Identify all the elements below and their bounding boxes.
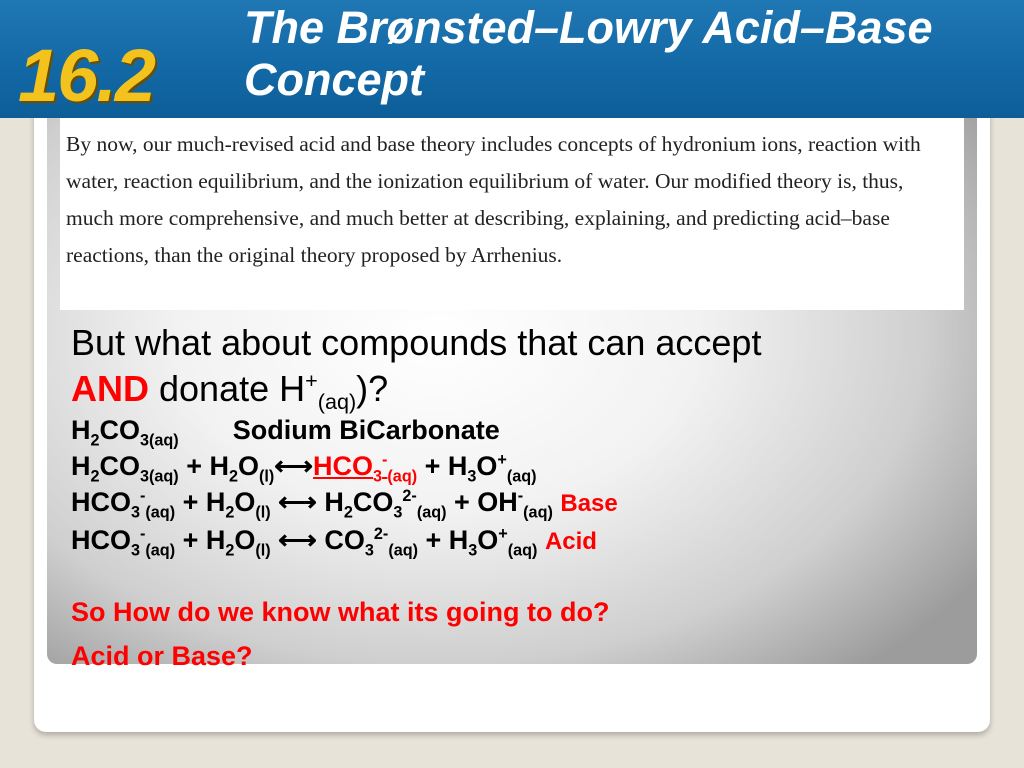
title-banner xyxy=(0,0,1024,118)
question-end: )? xyxy=(356,368,389,409)
question-part2: donate H xyxy=(159,368,306,409)
excerpt-paragraph: By now, our much-revised acid and base theory includes concepts of hydronium ions, reaction with water, reaction equilibrium, and the ionization equilibrium of water. Our modified theory is, thus, much more comprehensive, and much better at describing, explaining, and predicting acid–base reactions, than the original theory proposed by Arrhenius. xyxy=(66,132,921,267)
closing-question xyxy=(71,590,971,678)
closing-line1: So How do we know what its going to do? xyxy=(71,597,610,627)
spacer xyxy=(71,560,971,590)
equation-2: $HCO_3^-_{(aq)} + H_2O_{(l)}$ ⟷ $H_2CO_3^{2-}_{(aq)} + OH^-_{(aq)}$ Base xyxy=(71,487,618,522)
slide-title-line2: Concept xyxy=(244,54,424,105)
question-sub: (aq) xyxy=(317,389,357,415)
question-part1: But what about compounds that can accept xyxy=(71,322,762,363)
slide-body xyxy=(71,320,971,678)
textbook-excerpt xyxy=(60,118,964,310)
slide-title-line1: The Brønsted–Lowry Acid–Base xyxy=(244,2,933,53)
section-number: 16.2 xyxy=(18,34,155,117)
closing-line2: Acid or Base? xyxy=(71,641,253,671)
question-sup: + xyxy=(305,368,318,393)
compound-name: Sodium BiCarbonate xyxy=(232,415,500,445)
question xyxy=(71,320,971,415)
equation-1: $H_2CO_{3(aq)}$ + $H_2O_{(l)}⟷HCO_3^-_{(aq)} + H_3O^+_{(aq)}$ xyxy=(71,451,537,486)
slide-title xyxy=(244,2,933,106)
question-and: AND xyxy=(71,368,149,409)
equation-3: $HCO_3^-_{(aq)} + H_2O_{(l)}$ ⟷ $CO_3^{2-}_{(aq)} + H_3O^+_{(aq)}$ Acid xyxy=(71,525,597,560)
base-label: Base xyxy=(560,490,618,517)
compound-line: $H_2CO_{3(aq)}$ Sodium BiCarbonate xyxy=(71,415,500,450)
acid-label: Acid xyxy=(544,528,597,555)
